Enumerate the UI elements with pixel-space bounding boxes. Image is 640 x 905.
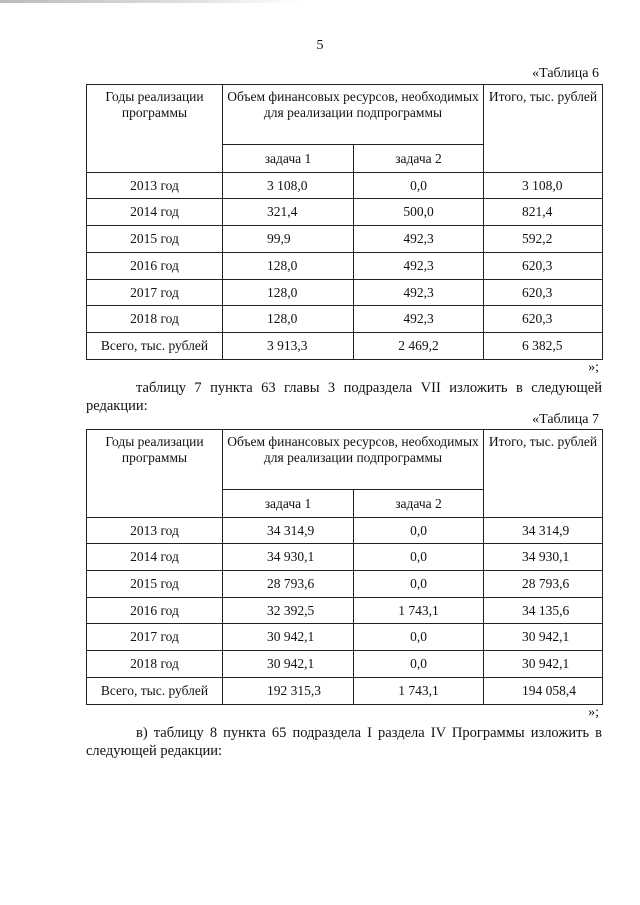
row-year: 2016 год [87, 253, 223, 280]
table6 [86, 84, 603, 360]
table7-end-quote: »; [588, 705, 599, 720]
row-task1: 30 942,1 [223, 624, 354, 651]
row-task1: 128,0 [223, 306, 354, 333]
table7-caption: «Таблица 7 [532, 412, 599, 427]
row-total: 620,3 [484, 306, 603, 333]
table7-header-task2: задача 2 [354, 490, 484, 518]
table7 [86, 429, 603, 705]
row-total: 620,3 [484, 280, 603, 306]
row-task1: 34 314,9 [223, 518, 354, 544]
row-total: 3 108,0 [484, 173, 603, 199]
row-year: 2016 год [87, 598, 223, 624]
row-task2: 492,3 [354, 226, 484, 253]
row-total: 821,4 [484, 199, 603, 226]
table-row [87, 253, 603, 280]
row-year: 2017 год [87, 624, 223, 651]
row-task2: 0,0 [354, 518, 484, 544]
row-year: 2013 год [87, 173, 223, 199]
page-number: 5 [316, 38, 324, 53]
table6-end-quote: »; [588, 360, 599, 375]
row-task2: 492,3 [354, 306, 484, 333]
table-row [87, 571, 603, 598]
row-task1: 32 392,5 [223, 598, 354, 624]
table6-header-years: Годы реализации программы [87, 85, 223, 173]
total-total: 194 058,4 [484, 678, 603, 705]
paragraph-text: таблицу 7 пункта 63 главы 3 подраздела VII изложить в следующей редакции: [86, 380, 602, 414]
row-task2: 0,0 [354, 571, 484, 598]
row-task2: 0,0 [354, 173, 484, 199]
total-task1: 192 315,3 [223, 678, 354, 705]
total-task1: 3 913,3 [223, 333, 354, 360]
paragraph-text: в) таблицу 8 пункта 65 подраздела I раздела IV Программы изложить в следующей редакции: [86, 725, 602, 759]
row-year: 2018 год [87, 306, 223, 333]
row-task2: 492,3 [354, 280, 484, 306]
row-year: 2017 год [87, 280, 223, 306]
row-total: 28 793,6 [484, 571, 603, 598]
table-row [87, 306, 603, 333]
table6-header-resources: Объем финансовых ресурсов, необходимых для реализации подпрограммы [223, 85, 484, 145]
table7-header-years: Годы реализации программы [87, 430, 223, 518]
table-row [87, 624, 603, 651]
row-total: 30 942,1 [484, 624, 603, 651]
row-task1: 99,9 [223, 226, 354, 253]
total-task2: 2 469,2 [354, 333, 484, 360]
row-task2: 0,0 [354, 624, 484, 651]
row-total: 34 314,9 [484, 518, 603, 544]
row-total: 592,2 [484, 226, 603, 253]
row-task2: 0,0 [354, 651, 484, 678]
paragraph-table7-intro [86, 379, 602, 415]
table-row [87, 173, 603, 199]
row-year: 2015 год [87, 571, 223, 598]
row-task1: 3 108,0 [223, 173, 354, 199]
row-task1: 128,0 [223, 253, 354, 280]
row-year: 2014 год [87, 544, 223, 571]
table6-header-total: Итого, тыс. рублей [484, 85, 603, 173]
table-row [87, 518, 603, 544]
table-row [87, 226, 603, 253]
total-label: Всего, тыс. рублей [87, 678, 223, 705]
row-task2: 1 743,1 [354, 598, 484, 624]
row-task1: 321,4 [223, 199, 354, 226]
table-total-row [87, 678, 603, 705]
row-year: 2015 год [87, 226, 223, 253]
row-year: 2014 год [87, 199, 223, 226]
table6-caption: «Таблица 6 [532, 66, 599, 81]
table-row [87, 598, 603, 624]
table-row [87, 280, 603, 306]
table-total-row [87, 333, 603, 360]
row-year: 2013 год [87, 518, 223, 544]
total-total: 6 382,5 [484, 333, 603, 360]
table7-header-resources: Объем финансовых ресурсов, необходимых для реализации подпрограммы [223, 430, 484, 490]
table7-header-total: Итого, тыс. рублей [484, 430, 603, 518]
table-row [87, 544, 603, 571]
total-task2: 1 743,1 [354, 678, 484, 705]
table6-header-task1: задача 1 [223, 145, 354, 173]
row-task2: 492,3 [354, 253, 484, 280]
total-label: Всего, тыс. рублей [87, 333, 223, 360]
table7-header-task1: задача 1 [223, 490, 354, 518]
row-task1: 28 793,6 [223, 571, 354, 598]
row-task1: 34 930,1 [223, 544, 354, 571]
row-total: 620,3 [484, 253, 603, 280]
row-task1: 30 942,1 [223, 651, 354, 678]
row-task1: 128,0 [223, 280, 354, 306]
row-total: 30 942,1 [484, 651, 603, 678]
table-row [87, 651, 603, 678]
scan-top-mark [0, 0, 300, 3]
paragraph-table8-intro [86, 724, 602, 760]
row-task2: 500,0 [354, 199, 484, 226]
row-year: 2018 год [87, 651, 223, 678]
table-row [87, 199, 603, 226]
row-task2: 0,0 [354, 544, 484, 571]
row-total: 34 135,6 [484, 598, 603, 624]
row-total: 34 930,1 [484, 544, 603, 571]
table6-header-task2: задача 2 [354, 145, 484, 173]
